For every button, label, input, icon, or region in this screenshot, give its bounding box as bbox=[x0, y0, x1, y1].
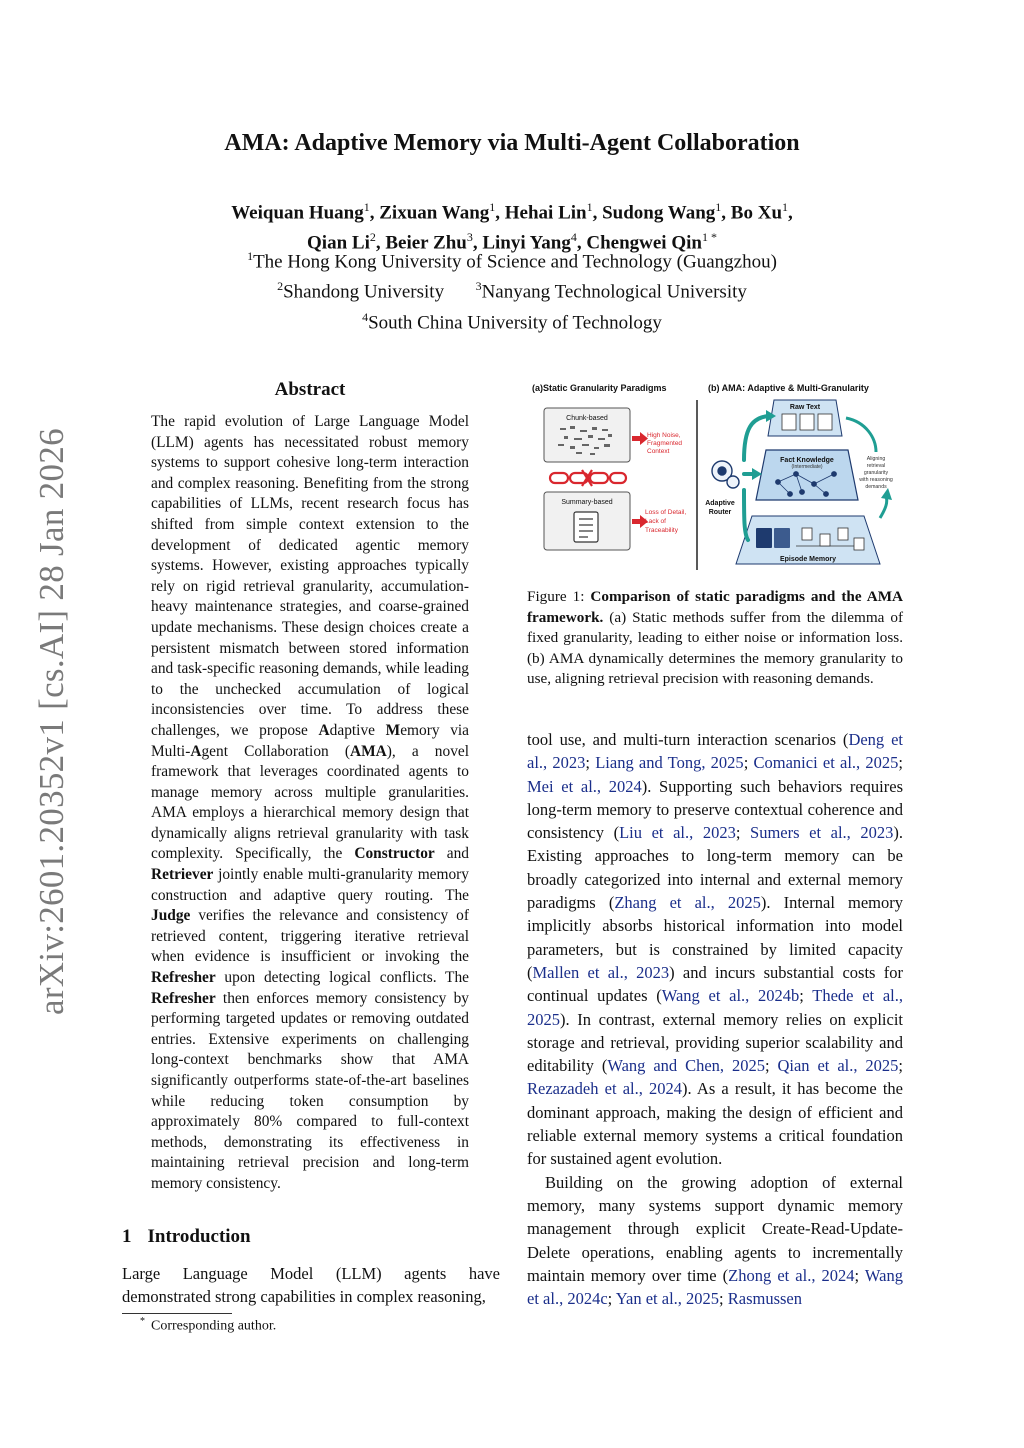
fact-knowledge-label: Fact Knowledge bbox=[780, 457, 834, 464]
svg-text:Context: Context bbox=[647, 448, 670, 455]
author: Qian Li bbox=[307, 232, 370, 254]
svg-text:granularity: granularity bbox=[863, 470, 889, 476]
broken-chain-icon bbox=[550, 470, 626, 486]
citation-link[interactable]: Wang et al., 2024b bbox=[661, 986, 800, 1006]
author: Bo Xu bbox=[730, 202, 783, 224]
author-affil-mark: 1 bbox=[782, 200, 789, 214]
citation-link[interactable]: Rasmussen bbox=[727, 1289, 802, 1309]
citation-link[interactable]: Deng et al., 2023 bbox=[527, 730, 903, 773]
summary-based-label: Summary-based bbox=[561, 499, 613, 506]
affiliations bbox=[0, 244, 1024, 335]
author-affil-mark: 1 bbox=[363, 200, 370, 214]
svg-text:Fragmented: Fragmented bbox=[647, 440, 683, 447]
citation-link[interactable]: Rezazadeh et al., 2024 bbox=[527, 1079, 683, 1099]
arxiv-identifier: arXiv:2601.20352v1 [cs.AI] 28 Jan 2026 bbox=[32, 428, 71, 1015]
figure-1-diagram bbox=[530, 378, 910, 573]
author: Weiquan Huang bbox=[231, 202, 364, 224]
paper-title: AMA: Adaptive Memory via Multi-Agent Collaboration bbox=[224, 130, 800, 156]
citation-link[interactable]: Wang et al., 2024c bbox=[527, 1265, 903, 1309]
svg-text:Traceability: Traceability bbox=[645, 527, 678, 534]
author: Chengwei Qin bbox=[586, 232, 702, 254]
svg-text:demands: demands bbox=[865, 484, 887, 490]
citation-link[interactable]: Sumers et al., 2023 bbox=[750, 823, 894, 843]
affiliation-2-3: $^2$Shandong University $^3$Nanyang Technological University bbox=[277, 279, 747, 303]
figure-1-caption: Figure 1: Comparison of static paradigms and the AMA framework. (a) Static methods suffer from the dilemma of fixed granularity, leading to either noise or information loss. (b) AMA dynamically determines the memory granularity to use, aligning retrieval precision with reasoning demands. bbox=[527, 588, 904, 688]
citation-link[interactable]: Qian et al., 2025 bbox=[777, 1056, 899, 1076]
body-paragraph-2: Building on the growing adoption of external memory, many systems support dynamic memory management through explicit Create-Read-Update-Delete operations, enabling agents to incrementally maintain memory over time (Zhong et al., 2024; Wang et al., 2024c; Yan et al., 2025; Rasmussen bbox=[527, 1172, 903, 1309]
author-affil-mark: 1 * bbox=[701, 230, 717, 245]
introduction-text: Large Language Model (LLM) agents have demonstrated strong capabilities in complex reasoning, bbox=[122, 1264, 500, 1306]
citation-link[interactable]: Zhang et al., 2025 bbox=[614, 893, 761, 913]
right-column-body bbox=[527, 728, 903, 1310]
loss-of-detail-label: Loss of Detail, bbox=[645, 509, 687, 516]
citation-link[interactable]: Comanici et al., 2025 bbox=[753, 753, 899, 773]
svg-text:with reasoning: with reasoning bbox=[859, 477, 893, 483]
episode-memory-label: Episode Memory bbox=[779, 556, 837, 563]
footnote-divider bbox=[122, 1313, 232, 1314]
citation-link[interactable]: Zhong et al., 2024 bbox=[728, 1265, 855, 1285]
citation-link[interactable]: Liang and Tong, 2025 bbox=[595, 753, 744, 773]
abstract-heading: Abstract bbox=[274, 379, 346, 400]
raw-text-label: Raw Text bbox=[789, 404, 821, 411]
author-affil-mark: 1 bbox=[715, 200, 722, 214]
adaptive-router-label: Adaptive bbox=[705, 500, 735, 507]
author-affil-mark: 1 bbox=[489, 200, 496, 214]
svg-text:(Intermediate): (Intermediate) bbox=[791, 464, 823, 470]
chunk-based-label: Chunk-based bbox=[566, 415, 608, 422]
author-affil-mark: 1 bbox=[586, 200, 593, 214]
author-line-1: Weiquan Huang$^1$, Zixuan Wang$^1$, Hehai Lin$^1$, Sudong Wang$^1$, Bo Xu$^1$, bbox=[231, 200, 793, 224]
svg-text:retrieval: retrieval bbox=[866, 463, 886, 469]
author-affil-mark: 4 bbox=[570, 230, 577, 245]
panel-a-title: (a)Static Granularity Paradigms bbox=[532, 383, 667, 393]
granularity-arrow bbox=[846, 418, 876, 452]
svg-text:Lack of: Lack of bbox=[645, 518, 666, 525]
author-line-2: Qian Li$^2$, Beier Zhu$^3$, Linyi Yang$^4$, Chengwei Qin$^{1 *}$ bbox=[307, 230, 717, 254]
panel-b-title: (b) AMA: Adaptive & Multi-Granularity bbox=[708, 383, 869, 393]
affiliation-4: $^4$South China University of Technology bbox=[362, 309, 662, 333]
document-icon bbox=[574, 512, 598, 542]
author: Sudong Wang bbox=[602, 202, 716, 224]
author-affil-mark: 3 bbox=[466, 230, 473, 245]
section-heading-introduction: 1 Introduction bbox=[122, 1226, 251, 1247]
author-affil-mark: 2 bbox=[369, 230, 376, 245]
citation-link[interactable]: Yan et al., 2025 bbox=[615, 1289, 720, 1309]
affiliation-1: $^1$The Hong Kong University of Science and Technology (Guangzhou) bbox=[247, 249, 777, 273]
body-paragraph-1: tool use, and multi-turn interaction scenarios (Deng et al., 2023; Liang and Tong, 2025; Comanici et al., 2025; Mei et al., 2024). Supporting such behaviors requires long-term memory to preserve contextual coherence and consistency (Liu et al., 2023; Sumers et al., 2023). Existing approaches to long-term memory can be broadly categorized into internal and external memory paradigms (Zhang et al., 2025). Internal memory implicitly absorbs historical information into model parameters, but is constrained by limited capacity (Mallen et al., 2023) and incurs substantial costs for continual updates (Wang et al., 2024b; Thede et al., 2025). In contrast, external memory relies on explicit storage and retrieval, providing superior scalability and editability (Wang and Chen, 2025; Qian et al., 2025; Rezazadeh et al., 2024). As a result, it has become the dominant approach, making the design of efficient and reliable external memory systems a critical foundation for sustained agent evolution. bbox=[527, 730, 904, 1169]
adaptive-router-icon bbox=[712, 461, 739, 488]
author: Linyi Yang bbox=[482, 232, 571, 254]
high-noise-label: High Noise, bbox=[647, 432, 681, 439]
author: Hehai Lin bbox=[504, 202, 587, 224]
footnote: * Corresponding author. bbox=[140, 1316, 277, 1334]
svg-text:Router: Router bbox=[708, 509, 732, 516]
citation-link[interactable]: Wang and Chen, 2025 bbox=[607, 1056, 765, 1076]
citation-link[interactable]: Mei et al., 2024 bbox=[527, 776, 642, 796]
citation-link[interactable]: Thede et al., 2025 bbox=[527, 986, 903, 1029]
abstract-text: The rapid evolution of Large Language Model (LLM) agents has necessitated robust memory systems to support cohesive long-term interaction and complex reasoning. Benefiting from the strong capabilities of LLMs, recent research focus has shifted from simple context extension to the development of dedicated agentic memory systems. However, existing approaches typically rely on rigid retrieval granularity, accumulation-heavy maintenance strategies, and coarse-grained update mechanisms. These design choices create a persistent mismatch between stored information and task-specific reasoning demands, while leading to the unchecked accumulation of logical inconsistencies over time. To address these challenges, we propose Adaptive Memory via Multi-Agent Collaboration (AMA), a novel framework that leverages coordinated agents to manage memory across multiple granularities. AMA employs a hierarchical memory design that dynamically aligns retrieval granularity with task complexity. Specifically, the Constructor and Retriever jointly enable multi-granularity memory construction and adaptive query routing. The Judge verifies the relevance and consistency of retrieved content, triggering iterative retrieval when evidence is insufficient or invoking the Refresher upon detecting logical conflicts. The Refresher then enforces memory consistency by performing targeted updates or removing outdated entries. Extensive experiments on challenging long-context benchmarks show that AMA significantly outperforms state-of-the-art baselines while reducing token consumption by approximately 80% compared to full-context methods, demonstrating its effectiveness in maintaining retrieval precision and long-term memory consistency. bbox=[151, 413, 470, 1192]
aligning-note: Aligning bbox=[866, 456, 886, 462]
author: Zixuan Wang bbox=[379, 202, 490, 224]
author: Beier Zhu bbox=[385, 232, 467, 254]
citation-link[interactable]: Mallen et al., 2023 bbox=[532, 962, 670, 982]
citation-link[interactable]: Liu et al., 2023 bbox=[619, 823, 736, 843]
